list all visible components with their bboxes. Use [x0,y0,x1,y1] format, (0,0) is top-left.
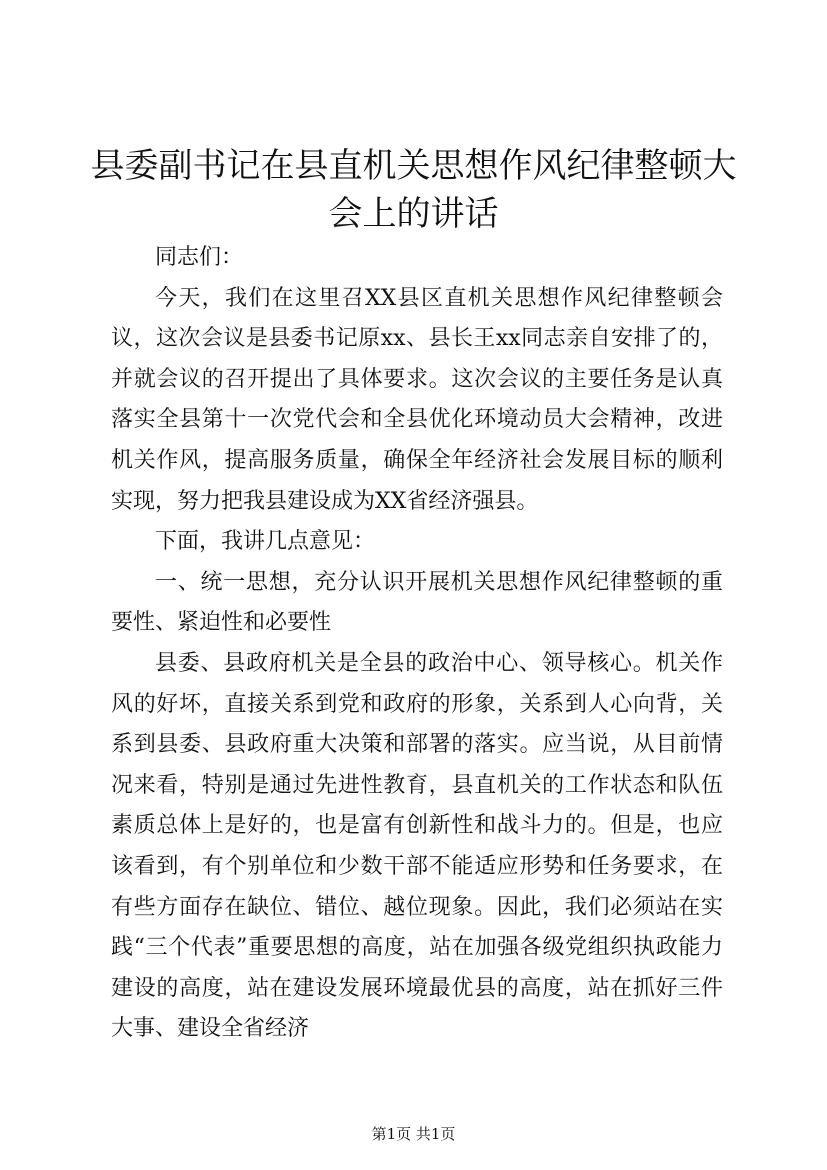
transition-paragraph: 下面，我讲几点意见： [155,529,376,555]
page-footer: 第1页 共1页 [371,1125,456,1143]
intro-paragraph: 今天，我们在这里召XX县区直机关思想作风纪律整顿会议，这次会议是县委书记原xx、县长王xx同志亲自安排了的，并就会议的召开提出了具体要求。这次会议的主要任务是认真落实全县第十一次党代会和全县优化环境动员大会精神，改进机关作风，提高服务质量，确保全年经济社会发展目标的顺利实现，努力把我县建设成为XX省经济强县。 [111,285,723,514]
section-1-paragraph: 县委、县政府机关是全县的政治中心、领导核心。机关作风的好坏，直接关系到党和政府的形象，关系到人心向背，关系到县委、县政府重大决策和部署的落实。应当说，从目前情况来看，特别是通过先进性教育，县直机关的工作状态和队伍素质总体上是好的，也是富有创新性和战斗力的。但是，也应该看到，有个别单位和少数干部不能适应形势和任务要求，在有些方面存在缺位、错位、越位现象。因此，我们必须站在实践“三个代表”重要思想的高度，站在加强各级党组织执政能力建设的高度，站在建设发展环境最优县的高度，站在抓好三件大事、建设全省经济 [111,650,723,1042]
document-title: 县委副书记在县直机关思想作风纪律整顿大会上的讲话 [90,146,737,234]
document-body [111,238,723,1050]
salutation-paragraph: 同志们： [155,245,244,270]
section-heading-1: 一、统一思想，充分认识开展机关思想作风纪律整顿的重要性、紧迫性和必要性 [111,569,723,636]
